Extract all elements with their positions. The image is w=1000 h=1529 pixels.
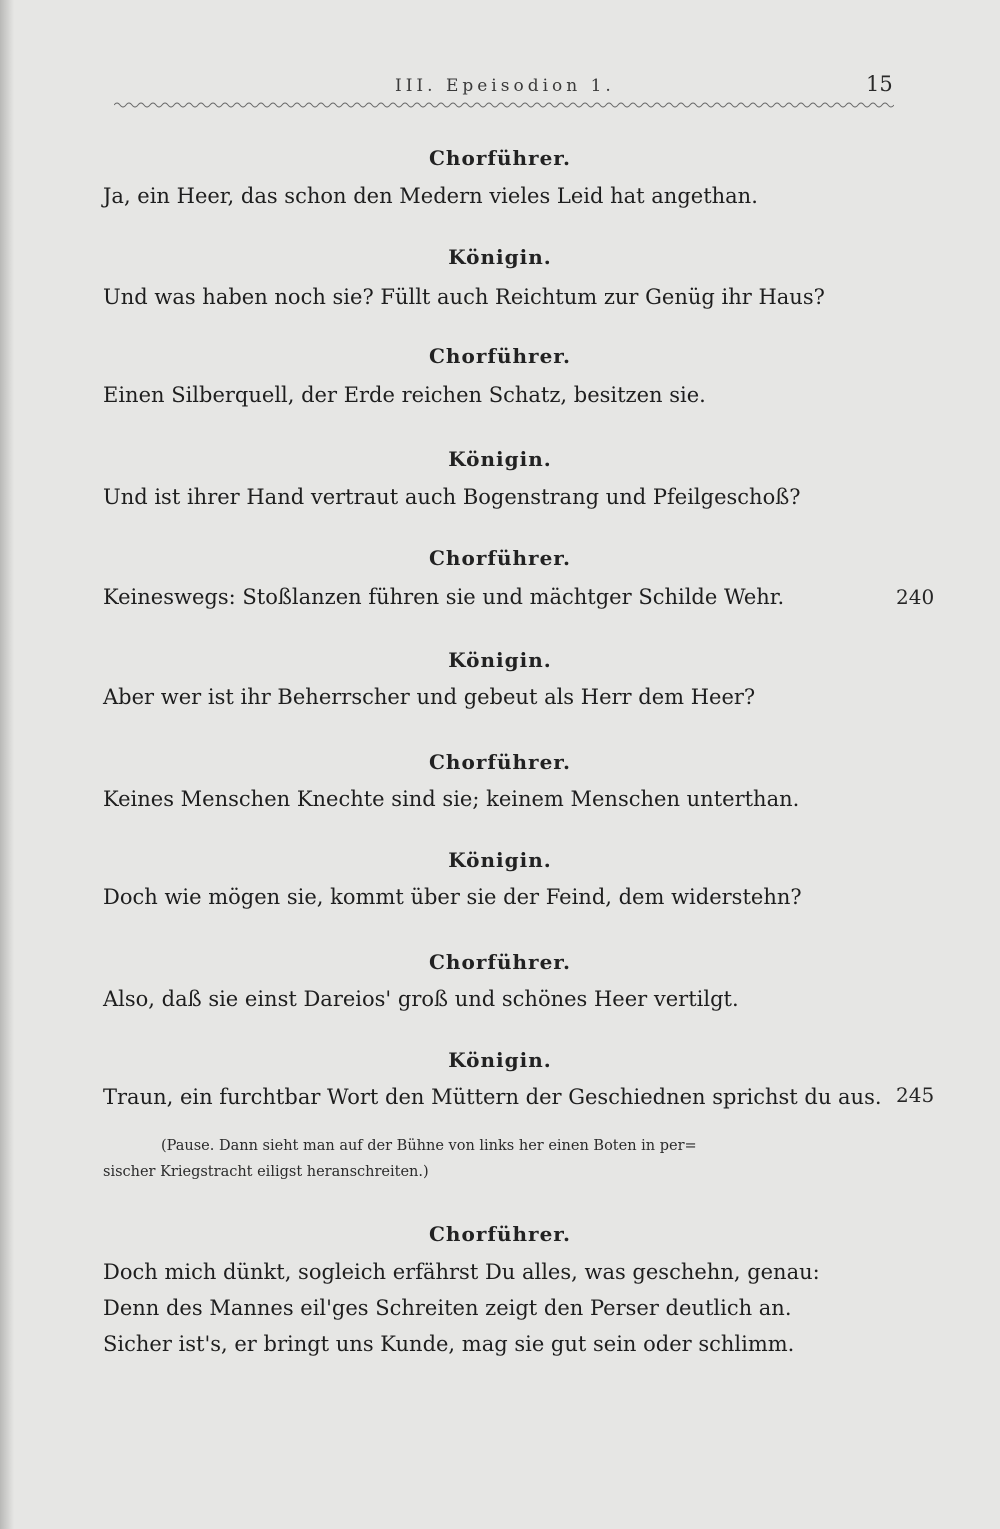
stage-direction-line: (Pause. Dann sieht man auf der Bühne von links her einen Boten in per= [161, 1138, 697, 1154]
stage-direction [103, 1133, 893, 1185]
speaker-label: Königin. [448, 245, 552, 269]
verse-line: Denn des Mannes eil'ges Schreiten zeigt den Perser deutlich an. [103, 1296, 792, 1320]
verse-line: Doch mich dünkt, sogleich erfährst Du alles, was geschehn, genau: [103, 1260, 820, 1284]
speaker-label: Chorführer. [429, 344, 571, 368]
verse-line: Doch wie mögen sie, kommt über sie der Feind, dem widerstehn? [103, 885, 802, 909]
stage-direction-line: sischer Kriegstracht eiligst heranschreiten.) [103, 1164, 429, 1180]
speaker-label: Königin. [448, 848, 552, 872]
verse-line: Und ist ihrer Hand vertraut auch Bogenstrang und Pfeilgeschoß? [103, 485, 801, 509]
verse-line: Keines Menschen Knechte sind sie; keinem Menschen unterthan. [103, 787, 800, 811]
verse-line: Keineswegs: Stoßlanzen führen sie und mächtger Schilde Wehr. [103, 585, 785, 609]
verse-line: Einen Silberquell, der Erde reichen Schatz, besitzen sie. [103, 383, 706, 407]
speaker-label: Chorführer. [429, 146, 571, 170]
page-number: 15 [866, 72, 893, 96]
line-number: 245 [896, 1083, 935, 1107]
line-number: 240 [896, 585, 935, 609]
verse-line: Aber wer ist ihr Beherrscher und gebeut als Herr dem Heer? [103, 685, 756, 709]
verse-line: Ja, ein Heer, das schon den Medern vieles Leid hat angethan. [103, 184, 758, 208]
header-wavy-rule [114, 101, 894, 109]
speaker-label: Chorführer. [429, 1222, 571, 1246]
speaker-label: Königin. [448, 447, 552, 471]
speaker-label: Chorführer. [429, 546, 571, 570]
verse-line: Traun, ein furchtbar Wort den Müttern der Geschiednen sprichst du aus. [103, 1085, 882, 1109]
speaker-label: Chorführer. [429, 950, 571, 974]
speaker-label: Königin. [448, 1048, 552, 1072]
speaker-label: Königin. [448, 648, 552, 672]
verse-line: Und was haben noch sie? Füllt auch Reichtum zur Genüg ihr Haus? [103, 285, 825, 309]
running-title: III. Epeisodion 1. [395, 76, 615, 96]
verse-line: Also, daß sie einst Dareios' groß und schönes Heer vertilgt. [103, 987, 739, 1011]
speaker-label: Chorführer. [429, 750, 571, 774]
verse-line: Sicher ist's, er bringt uns Kunde, mag sie gut sein oder schlimm. [103, 1332, 795, 1356]
